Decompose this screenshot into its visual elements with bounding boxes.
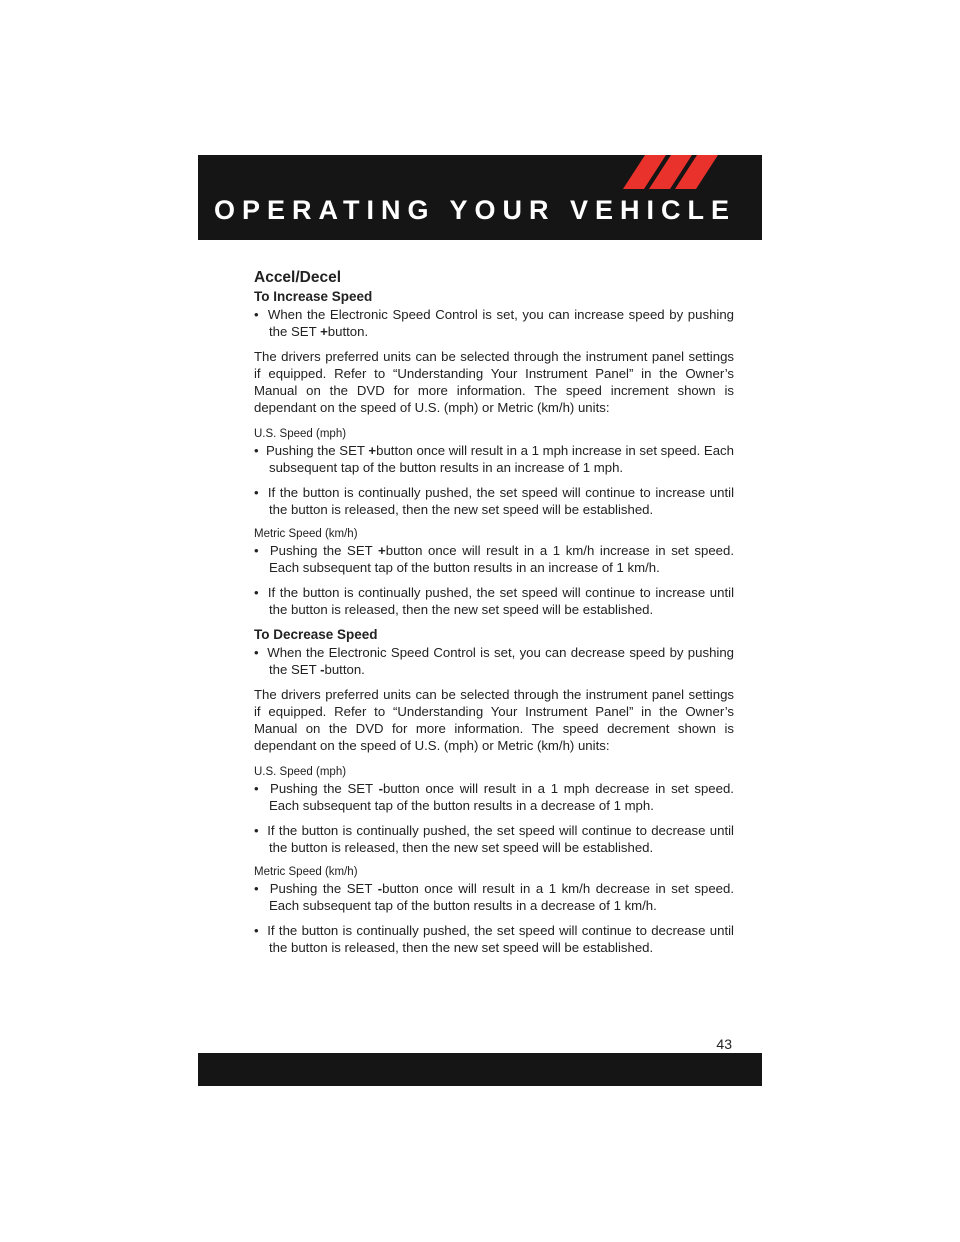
section-title: OPERATING YOUR VEHICLE (213, 195, 736, 225)
paragraph: The drivers preferred units can be selected through the instrument panel settings if equipped. Refer to “Understanding Your Instrument Panel” in the Owner’s Manual on the DVD for more information. The speed increment shown is dependant on the speed of U.S. (mph) or Metric (km/h) units: (254, 349, 734, 415)
page-content (254, 268, 734, 964)
minus-symbol: - (378, 781, 383, 796)
plus-symbol: + (368, 443, 377, 458)
minus-symbol: - (377, 881, 383, 896)
list-item: • If the button is continually pushed, the set speed will continue to decrease until the button is released, then the new set speed will be established. (254, 823, 734, 855)
subheading-us-speed: U.S. Speed (mph) (254, 428, 347, 440)
subheading-us-speed: U.S. Speed (mph) (254, 766, 347, 778)
subheading-metric-speed: Metric Speed (km/h) (254, 866, 358, 878)
list-item: • Pushing the SET -button once will result in a 1 mph decrease in set speed. Each subsequent tap of the button results in a decrease of 1 mph. (254, 781, 734, 813)
subheading-metric-speed: Metric Speed (km/h) (254, 528, 358, 540)
plus-symbol: + (320, 324, 328, 339)
list-item: • Pushing the SET +button once will result in a 1 mph increase in set speed. Each subsequent tap of the button results in an increase of 1 mph. (254, 443, 734, 475)
list-item: • If the button is continually pushed, the set speed will continue to increase until the button is released, then the new set speed will be established. (254, 585, 734, 617)
list-item: • Pushing the SET +button once will result in a 1 km/h increase in set speed. Each subsequent tap of the button results in an increase of 1 km/h. (254, 543, 734, 575)
section-header-bar (198, 155, 762, 240)
heading-accel-decel: Accel/Decel (254, 269, 342, 286)
list-item: • When the Electronic Speed Control is set, you can decrease speed by pushing the SET -button. (254, 645, 735, 677)
paragraph: The drivers preferred units can be selected through the instrument panel settings if equipped. Refer to “Understanding Your Instrument Panel” in the Owner’s Manual on the DVD for more information. The speed decrement shown is dependant on the speed of U.S. (mph) or Metric (km/h) units: (254, 687, 734, 753)
minus-symbol: - (320, 662, 325, 677)
page-number: 43 (716, 1036, 732, 1052)
heading-decrease-speed: To Decrease Speed (254, 627, 378, 642)
list-item: • When the Electronic Speed Control is set, you can increase speed by pushing the SET +button. (254, 307, 735, 339)
heading-increase-speed: To Increase Speed (254, 289, 373, 304)
list-item: • Pushing the SET -button once will result in a 1 km/h decrease in set speed. Each subsequent tap of the button results in a decrease of 1 km/h. (254, 881, 734, 913)
plus-symbol: + (378, 543, 386, 558)
footer-bar (198, 1053, 762, 1086)
list-item: • If the button is continually pushed, the set speed will continue to decrease until the button is released, then the new set speed will be established. (254, 923, 734, 955)
list-item: • If the button is continually pushed, the set speed will continue to increase until the button is released, then the new set speed will be established. (254, 485, 734, 517)
